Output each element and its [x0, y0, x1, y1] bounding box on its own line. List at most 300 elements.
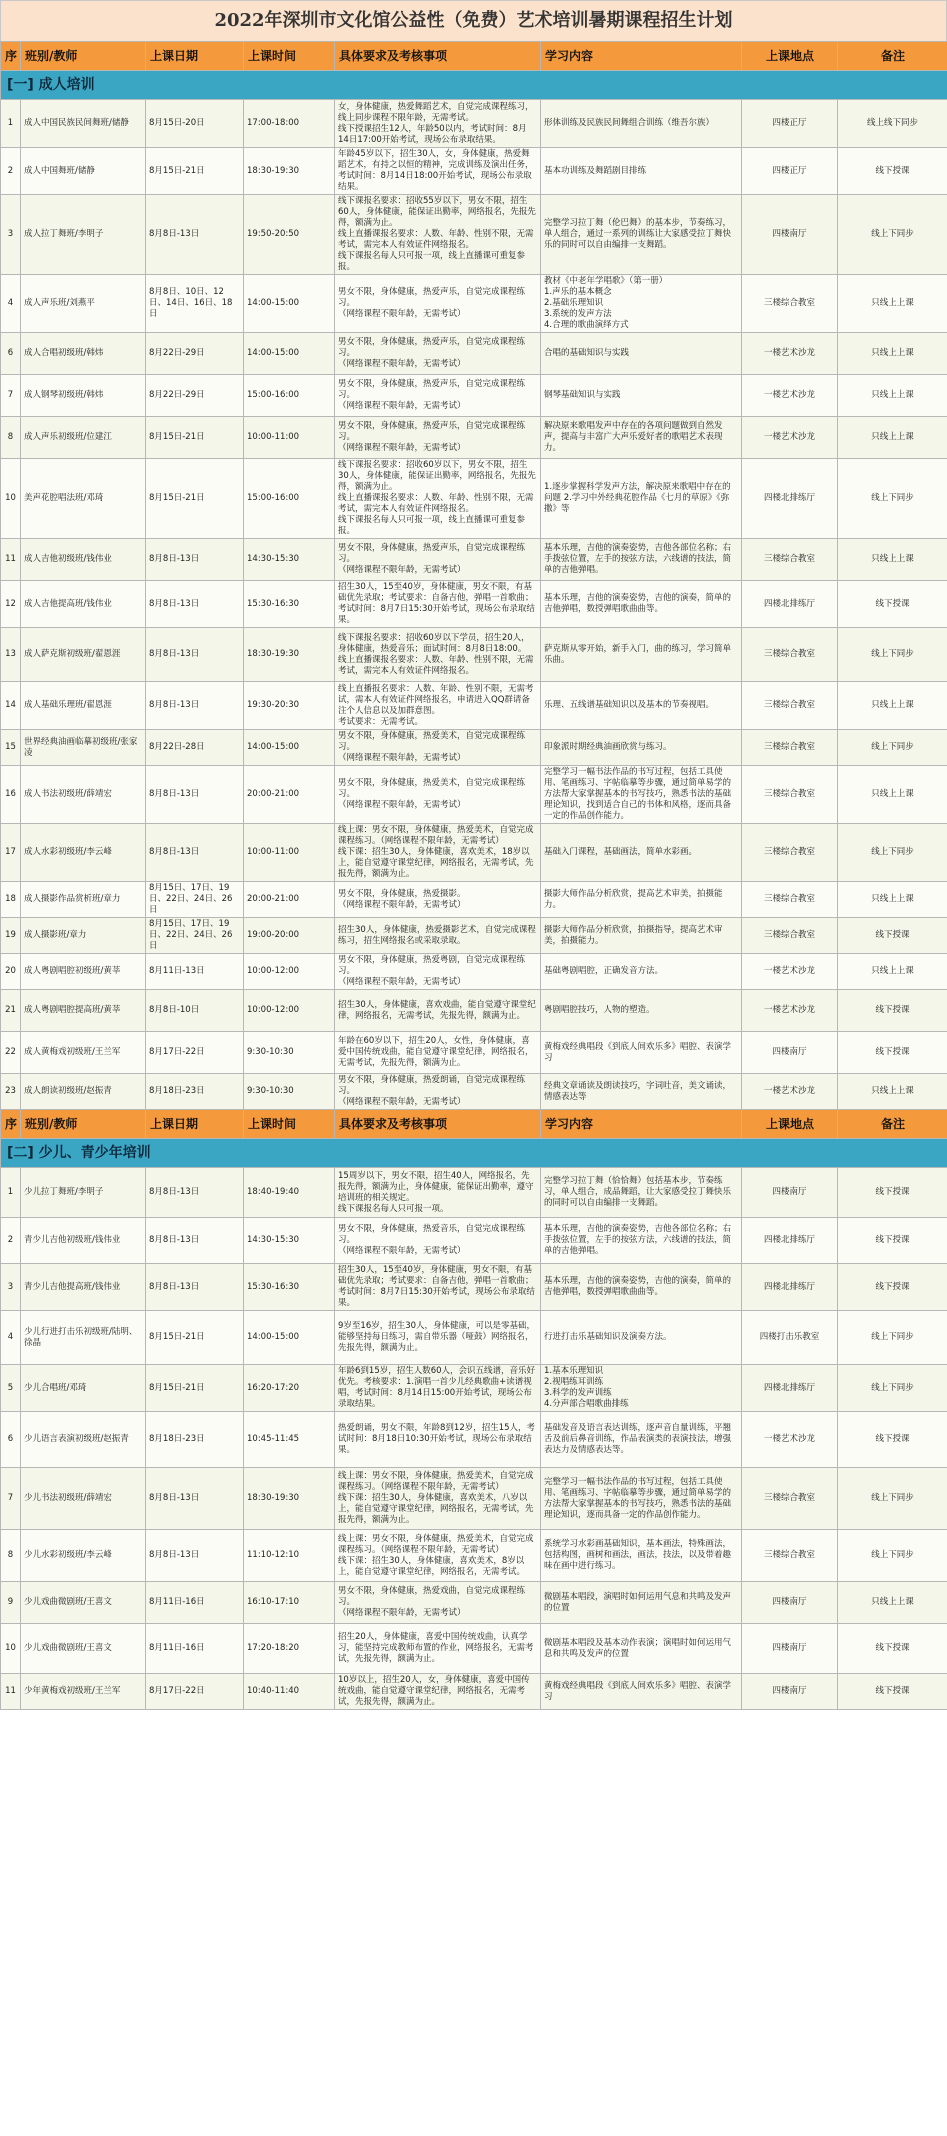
cell-requirements: 热爱朗诵，男女不限，年龄8到12岁，招生15人，考试时间：8月18日10:30开始考试，现场公布录取结果。 — [338, 1423, 536, 1455]
cell-row-number — [1, 1624, 21, 1674]
cell-row-number — [1, 100, 21, 148]
cell-requirements — [335, 990, 541, 1032]
cell-requirements — [335, 1168, 541, 1218]
table-row — [1, 1412, 947, 1468]
cell-learning-content — [541, 1168, 742, 1218]
cell-class-teacher — [21, 918, 146, 954]
cell-remarks — [838, 1074, 947, 1110]
cell-class-teacher — [21, 1582, 146, 1624]
cell-learning-content: 微剧基本唱段，演唱时如何运用气息和共鸣及发声的位置 — [544, 1591, 732, 1613]
cell-class-time — [244, 628, 335, 682]
cell-class-teacher — [21, 628, 146, 682]
cell-remarks: 线上下同步 — [871, 493, 914, 503]
cell-class-location — [742, 682, 838, 730]
cell-class-time — [244, 918, 335, 954]
cell-learning-content — [541, 1530, 742, 1582]
cell-class-date: 8月8日-13日 — [149, 598, 200, 609]
table-row — [1, 417, 947, 459]
page-title: 2022年深圳市文化馆公益性（免费）艺术培训暑期课程招生计划 — [0, 0, 947, 41]
cell-class-time — [244, 459, 335, 539]
cell-row-number — [1, 628, 21, 682]
cell-row-number: 3 — [7, 229, 14, 239]
cell-class-teacher: 成人摄影作品赏析班/章力 — [24, 894, 121, 904]
cell-class-location: 四楼北排练厅 — [763, 1235, 815, 1245]
cell-row-number: 4 — [7, 1332, 14, 1342]
cell-remarks — [838, 628, 947, 682]
cell-learning-content: 微剧基本唱段及基本动作表演；演唱时如何运用气息和共鸣及发声的位置 — [544, 1637, 732, 1659]
cell-class-date: 8月8日-13日 — [149, 1281, 200, 1292]
cell-row-number — [1, 1311, 21, 1365]
cell-class-time: 10:00-11:00 — [247, 432, 300, 442]
cell-row-number: 8 — [7, 432, 14, 442]
cell-remarks — [838, 954, 947, 990]
cell-remarks — [838, 1582, 947, 1624]
table-row — [1, 1674, 947, 1710]
cell-requirements — [335, 275, 541, 333]
cell-class-date: 8月8日-13日 — [149, 1187, 200, 1197]
cell-class-time: 16:10-17:10 — [247, 1597, 300, 1607]
cell-class-time: 14:30-15:30 — [247, 554, 300, 564]
cell-row-number: 15 — [5, 742, 16, 752]
cell-remarks: 只线上上课 — [871, 390, 914, 400]
table-row — [1, 990, 947, 1032]
cell-requirements — [335, 1311, 541, 1365]
cell-row-number — [1, 148, 21, 195]
cell-learning-content: 黄梅戏经典唱段《到底人间欢乐多》唱腔、表演学习 — [544, 1041, 732, 1063]
cell-class-teacher — [21, 766, 146, 824]
cell-requirements — [335, 581, 541, 628]
cell-class-time: 14:00-15:00 — [247, 348, 300, 358]
cell-requirements — [335, 1074, 541, 1110]
cell-class-time: 10:00-11:00 — [247, 847, 300, 857]
cell-class-location — [742, 1074, 838, 1110]
table-row — [1, 1311, 947, 1365]
cell-class-time: 15:00-16:00 — [247, 390, 300, 400]
cell-remarks: 线下授课 — [875, 1686, 910, 1696]
cell-remarks: 线下授课 — [875, 1281, 910, 1292]
cell-class-date: 8月8日、10日、12日、14日、16日、18日 — [149, 287, 233, 319]
cell-row-number: 20 — [5, 966, 16, 976]
cell-class-time — [244, 1032, 335, 1074]
cell-class-location — [742, 1674, 838, 1710]
table-row — [1, 100, 947, 148]
cell-class-location — [742, 1365, 838, 1412]
table-row — [1, 1582, 947, 1624]
column-header-class-time: 上课时间 — [244, 1110, 335, 1139]
cell-class-time: 14:00-15:00 — [247, 742, 300, 752]
cell-class-teacher — [21, 730, 146, 766]
cell-class-location: 三楼综合教室 — [763, 1550, 815, 1560]
cell-class-location: 三楼综合教室 — [763, 930, 815, 940]
column-header-class-date: 上课日期 — [146, 42, 244, 71]
column-header-requirements: 具体要求及考核事项 — [335, 42, 541, 71]
cell-class-date — [146, 539, 244, 581]
cell-class-location — [742, 100, 838, 148]
cell-class-date — [146, 195, 244, 275]
cell-class-teacher: 少儿书法初级班/薛靖宏 — [24, 1493, 112, 1503]
cell-learning-content — [541, 766, 742, 824]
cell-class-date — [146, 628, 244, 682]
cell-learning-content — [541, 375, 742, 417]
cell-class-location: 三楼综合教室 — [763, 700, 815, 710]
cell-row-number: 6 — [7, 348, 14, 358]
column-header-class-location: 上课地点 — [742, 42, 838, 71]
cell-class-time: 18:30-19:30 — [247, 165, 300, 176]
cell-class-location: 一楼艺术沙龙 — [763, 1005, 815, 1015]
cell-class-time — [244, 824, 335, 882]
cell-remarks — [838, 1032, 947, 1074]
cell-class-time: 10:00-12:00 — [247, 1005, 300, 1015]
cell-class-teacher: 成人基础乐理班/翟恩涯 — [24, 700, 112, 710]
cell-remarks: 线下授课 — [875, 930, 910, 940]
cell-learning-content: 合唱的基础知识与实践 — [544, 348, 630, 358]
cell-requirements: 男女不限，身体健康，热爱声乐，自觉完成课程练习。 （网络课程不限年龄，无需考试） — [338, 379, 526, 411]
cell-class-time: 11:10-12:10 — [247, 1550, 300, 1560]
cell-class-location — [742, 1624, 838, 1674]
cell-class-date: 8月15日-21日 — [149, 432, 205, 442]
cell-class-time — [244, 766, 335, 824]
table-header-row — [1, 1110, 947, 1139]
cell-row-number: 2 — [7, 165, 14, 176]
table-row — [1, 1074, 947, 1110]
cell-class-teacher — [21, 1032, 146, 1074]
cell-class-teacher: 少儿戏曲微剧班/王喜文 — [24, 1643, 112, 1653]
cell-row-number: 17 — [5, 847, 16, 857]
cell-learning-content — [541, 333, 742, 375]
cell-remarks: 线上下同步 — [871, 847, 914, 857]
cell-learning-content — [541, 100, 742, 148]
cell-requirements — [335, 148, 541, 195]
cell-class-time: 14:00-15:00 — [247, 1332, 300, 1342]
cell-class-time — [244, 1530, 335, 1582]
cell-remarks: 线上下同步 — [871, 1550, 914, 1560]
cell-class-date: 8月8日-13日 — [149, 649, 200, 659]
cell-remarks: 线上下同步 — [871, 742, 914, 752]
cell-learning-content: 粤剧唱腔技巧，人物的塑造。 — [544, 1005, 655, 1015]
cell-remarks — [838, 581, 947, 628]
cell-class-time — [244, 1582, 335, 1624]
cell-class-date — [146, 882, 244, 918]
cell-class-date — [146, 148, 244, 195]
cell-learning-content: 摄影大师作品分析欣赏，提高艺术审美，拍摄能力。 — [544, 888, 723, 910]
cell-learning-content: 基础粤剧唱腔，正确发音方法。 — [544, 966, 664, 976]
cell-class-time — [244, 882, 335, 918]
table-row — [1, 682, 947, 730]
cell-row-number: 1 — [7, 118, 14, 128]
cell-learning-content: 1.逐步掌握科学发声方法，解决原来歌唱中存在的问题 2.学习中外经典花腔作品《七月的草原》《弥撒》等 — [544, 482, 731, 514]
cell-class-teacher — [21, 1074, 146, 1110]
cell-class-time — [244, 1074, 335, 1110]
cell-learning-content: 摄影大师作品分析欣赏，拍摄指导，提高艺术审美，拍摄能力。 — [544, 924, 723, 946]
cell-class-location: 一楼艺术沙龙 — [763, 390, 815, 400]
cell-class-teacher: 成人吉他提高班/钱伟业 — [24, 598, 112, 609]
cell-class-time: 14:00-15:00 — [247, 298, 300, 308]
cell-class-time: 17:00-18:00 — [247, 118, 300, 128]
cell-class-date — [146, 766, 244, 824]
cell-class-teacher — [21, 1365, 146, 1412]
cell-class-teacher: 成人书法初级班/薛靖宏 — [24, 789, 112, 799]
table-row — [1, 1624, 947, 1674]
table-row — [1, 148, 947, 195]
cell-remarks: 线下授课 — [875, 1047, 910, 1057]
cell-class-teacher: 成人水彩初级班/李云峰 — [24, 847, 112, 857]
cell-class-location: 三楼综合教室 — [763, 554, 815, 564]
cell-class-time — [244, 148, 335, 195]
cell-class-date — [146, 375, 244, 417]
table-row — [1, 628, 947, 682]
cell-requirements: 男女不限，身体健康，热爱声乐，自觉完成课程练习。 （网络课程不限年龄，无需考试） — [338, 337, 526, 369]
cell-class-location — [742, 628, 838, 682]
cell-row-number: 6 — [7, 1434, 14, 1444]
cell-class-date — [146, 1218, 244, 1264]
cell-requirements: 男女不限，身体健康，热爱声乐，自觉完成课程练习。 （网络课程不限年龄，无需考试） — [338, 287, 526, 319]
cell-requirements: 线上课：男女不限，身体健康，热爱美术，自觉完成课程练习。（网络课程不限年龄，无需考试） 线下课：招生30人，身体健康，喜欢美术，8岁以上，能自觉遵守课堂纪律，网络报名，无需考试。 — [338, 1533, 534, 1577]
cell-requirements — [335, 195, 541, 275]
cell-remarks: 线上下同步 — [871, 229, 914, 239]
cell-class-date: 8月22日-29日 — [149, 348, 205, 358]
cell-row-number — [1, 195, 21, 275]
cell-learning-content: 基本乐理，吉他的演奏姿势，吉他各部位名称；右手拨弦位置，左手的按弦方法，六线谱的技法，简单的吉他弹唱。 — [544, 543, 732, 575]
cell-class-time — [244, 1218, 335, 1264]
cell-row-number: 7 — [7, 1493, 14, 1503]
cell-class-date — [146, 459, 244, 539]
cell-learning-content — [541, 459, 742, 539]
cell-remarks: 只线上上课 — [871, 348, 914, 358]
cell-class-teacher: 少儿合唱班/邓琦 — [24, 1382, 87, 1393]
cell-class-teacher — [21, 581, 146, 628]
cell-learning-content — [541, 954, 742, 990]
cell-remarks: 只线上上课 — [871, 966, 914, 976]
cell-learning-content: 钢琴基础知识与实践 — [544, 390, 621, 400]
cell-remarks — [838, 1674, 947, 1710]
cell-requirements: 线上课：男女不限，身体健康，热爱美术，自觉完成课程练习。（网络课程不限年龄，无需考试） 线下课：招生30人，身体健康，喜欢美术，18岁以上，能自觉遵守课堂纪律，网络报名，无需考试，先报先得，额满为止。 — [338, 825, 534, 879]
cell-requirements: 招生30人，身体健康，喜欢戏曲，能自觉遵守课堂纪律，网络报名，无需考试，先报先得，额满为止。 — [338, 999, 536, 1021]
cell-row-number: 9 — [7, 1597, 14, 1607]
cell-learning-content — [541, 539, 742, 581]
cell-class-time — [244, 1674, 335, 1710]
cell-learning-content — [541, 195, 742, 275]
cell-class-teacher — [21, 459, 146, 539]
cell-row-number — [1, 417, 21, 459]
cell-row-number: 8 — [7, 1550, 14, 1560]
cell-learning-content: 1.基本乐理知识 2.视唱练耳训练 3.科学的发声训练 4.分声部合唱歌曲排练 — [544, 1366, 629, 1409]
cell-remarks: 线上下同步 — [871, 1332, 914, 1342]
cell-class-date — [146, 417, 244, 459]
cell-class-date — [146, 275, 244, 333]
cell-class-location: 一楼艺术沙龙 — [763, 348, 815, 358]
cell-row-number: 21 — [5, 1005, 16, 1015]
cell-class-date — [146, 1032, 244, 1074]
cell-row-number: 12 — [5, 598, 16, 609]
cell-class-location: 四楼南厅 — [772, 1686, 807, 1696]
column-header-class-location: 上课地点 — [742, 1110, 838, 1139]
cell-requirements — [335, 766, 541, 824]
cell-requirements: 招生20人，身体健康，喜爱中国传统戏曲，认真学习，能坚持完成教师布置的作业，网络报名，无需考试，先报先得，额满为止。 — [338, 1632, 534, 1664]
cell-requirements: 线下课报名要求：招收60岁以下，男女不限，招生30人，身体健康，能保证出勤率，网络报名，先报先得，额满为止。 线上直播课报名要求：人数、年龄、性别不限，无需考试，需完本人有效证件网络报名。 线下课报名每人只可报一项，线上直播课可重复参报。 — [338, 460, 536, 536]
cell-class-time: 18:40-19:40 — [247, 1187, 300, 1197]
cell-class-date — [146, 1468, 244, 1530]
cell-requirements: 年龄在60岁以下，招生20人，女性，身体健康，喜爱中国传统戏曲，能自觉遵守课堂纪律，网络报名，无需考试，先报先得，额满为止。 — [338, 1036, 534, 1068]
cell-class-location — [742, 375, 838, 417]
cell-class-location: 一楼艺术沙龙 — [763, 1086, 815, 1096]
cell-row-number: 5 — [7, 1382, 14, 1393]
cell-class-time: 9:30-10:30 — [247, 1086, 294, 1096]
cell-class-teacher: 成人声乐初级班/位建江 — [24, 432, 112, 442]
cell-class-location — [742, 1530, 838, 1582]
cell-row-number — [1, 990, 21, 1032]
cell-class-time — [244, 730, 335, 766]
cell-class-teacher — [21, 1530, 146, 1582]
cell-class-date — [146, 918, 244, 954]
cell-learning-content — [541, 1074, 742, 1110]
cell-row-number — [1, 1530, 21, 1582]
column-header-class-date: 上课日期 — [146, 1110, 244, 1139]
cell-learning-content — [541, 1674, 742, 1710]
cell-remarks: 线上线下同步 — [866, 118, 918, 128]
cell-class-teacher — [21, 1218, 146, 1264]
cell-learning-content: 教材《中老年学唱歌》（第一册） 1.声乐的基本概念 2.基础乐理知识 3.系统的发声方法 4.合理的歌曲演绎方式 — [544, 276, 668, 330]
cell-class-date: 8月8日-13日 — [149, 700, 200, 710]
cell-class-date — [146, 990, 244, 1032]
section-title: [二] 少儿、青少年培训 — [1, 1139, 947, 1168]
cell-remarks: 线下授课 — [875, 598, 910, 609]
cell-remarks: 线上下同步 — [871, 649, 914, 659]
cell-requirements: 线上课：男女不限，身体健康，热爱美术，自觉完成课程练习。（网络课程不限年龄，无需考试） 线下课：招生30人，身体健康，喜欢美术，八岁以上，能自觉遵守课堂纪律，网络报名，无需考试，先报先得，额满为止。 — [338, 1471, 534, 1525]
table-row — [1, 581, 947, 628]
cell-remarks — [838, 1624, 947, 1674]
cell-class-date — [146, 1530, 244, 1582]
cell-learning-content — [541, 1582, 742, 1624]
cell-class-location: 四楼正厅 — [772, 118, 807, 128]
table-row — [1, 333, 947, 375]
column-header-remarks: 备注 — [838, 1110, 947, 1139]
cell-remarks — [838, 1365, 947, 1412]
cell-row-number — [1, 581, 21, 628]
cell-class-teacher — [21, 954, 146, 990]
cell-requirements: 线上直播报名要求：人数、年龄、性别不限，无需考试，需本人有效证件网络报名，申请进入QQ群请备注个人信息以及加群意图。 考试要求：无需考试。 — [338, 683, 534, 727]
cell-class-location — [742, 195, 838, 275]
cell-requirements — [335, 1468, 541, 1530]
cell-row-number — [1, 1365, 21, 1412]
cell-remarks — [838, 417, 947, 459]
cell-row-number: 13 — [5, 649, 16, 659]
table-row — [1, 275, 947, 333]
table-row — [1, 375, 947, 417]
cell-requirements: 男女不限，身体健康，热爱戏曲，自觉完成课程练习。 （网络课程不限年龄，无需考试） — [338, 1586, 526, 1618]
table-header-row — [1, 42, 947, 71]
cell-class-date — [146, 1674, 244, 1710]
cell-requirements: 男女不限，身体健康，热爱美术，自觉完成课程练习。 （网络课程不限年龄，无需考试） — [338, 731, 526, 763]
cell-class-teacher — [21, 682, 146, 730]
cell-row-number — [1, 1674, 21, 1710]
cell-class-date: 8月11日-13日 — [149, 966, 205, 976]
cell-class-date — [146, 1582, 244, 1624]
cell-class-date — [146, 954, 244, 990]
cell-class-time — [244, 1311, 335, 1365]
cell-requirements: 男女不限，身体健康，热爱美术，自觉完成课程练习。 （网络课程不限年龄，无需考试） — [338, 778, 526, 810]
cell-learning-content: 基本乐理，吉他的演奏姿势，吉他的演奏，简单的吉他弹唱，数授弹唱歌曲曲等。 — [544, 593, 732, 614]
cell-class-date — [146, 1365, 244, 1412]
cell-learning-content — [541, 1311, 742, 1365]
cell-class-teacher: 成人声乐班/刘燕平 — [24, 298, 95, 308]
cell-class-location: 三楼综合教室 — [763, 1493, 815, 1503]
cell-class-time: 15:30-16:30 — [247, 1281, 300, 1292]
table-row — [1, 539, 947, 581]
cell-requirements — [335, 882, 541, 918]
cell-requirements — [335, 1624, 541, 1674]
cell-row-number — [1, 1264, 21, 1311]
cell-requirements: 男女不限，身体健康，热爱音乐，自觉完成课程练习。 （网络课程不限年龄，无需考试） — [338, 1224, 526, 1256]
cell-class-date — [146, 581, 244, 628]
cell-class-teacher: 少儿水彩初级班/李云峰 — [24, 1550, 112, 1560]
table-row — [1, 459, 947, 539]
cell-class-date: 8月15日、17日、19日、22日、24日、26日 — [149, 919, 233, 951]
cell-class-teacher: 成人摄影班/章力 — [24, 930, 87, 940]
cell-remarks — [838, 824, 947, 882]
cell-class-time — [244, 375, 335, 417]
cell-row-number: 10 — [5, 1643, 16, 1653]
cell-class-location: 三楼综合教室 — [763, 894, 815, 904]
cell-learning-content: 系统学习水彩画基础知识，基本画法，特殊画法，包括构图，画树和画法，画法，技法，以及带着趣味在画中进行练习。 — [544, 1539, 732, 1571]
table-row — [1, 766, 947, 824]
cell-class-teacher: 成人中国舞班/储静 — [24, 165, 95, 176]
cell-class-teacher: 少儿戏曲微剧班/王喜文 — [24, 1597, 112, 1607]
cell-class-date: 8月11日-16日 — [149, 1597, 205, 1607]
cell-class-date: 8月22日-28日 — [149, 742, 205, 752]
cell-requirements: 招生30人，15至40岁，身体健康，男女不限，有基础优先录取；考试要求：自备吉他，弹唱一首歌曲；考试时间：8月7日15:30开始考试，现场公布录取结果。 — [338, 1265, 535, 1308]
cell-learning-content: 基础入门课程，基础画法，简单水彩画。 — [544, 847, 698, 857]
cell-class-location: 四楼南厅 — [772, 1597, 807, 1607]
cell-class-time: 15:00-16:00 — [247, 493, 300, 503]
cell-learning-content: 黄梅戏经典唱段《到底人间欢乐多》唱腔、表演学习 — [544, 1680, 732, 1702]
cell-class-location: 四楼打击乐教室 — [759, 1332, 820, 1342]
cell-remarks: 只线上上课 — [871, 789, 914, 799]
cell-class-teacher — [21, 990, 146, 1032]
cell-class-location: 三楼综合教室 — [763, 649, 815, 659]
cell-learning-content: 行进打击乐基础知识及演奏方法。 — [544, 1332, 672, 1342]
cell-class-location — [742, 539, 838, 581]
cell-requirements: 男女不限，身体健康，热爱声乐，自觉完成课程练习。 （网络课程不限年龄，无需考试） — [338, 421, 526, 453]
column-header-requirements: 具体要求及考核事项 — [335, 1110, 541, 1139]
cell-remarks: 只线上上课 — [871, 554, 914, 564]
cell-learning-content — [541, 1412, 742, 1468]
cell-class-time — [244, 333, 335, 375]
cell-class-date — [146, 1074, 244, 1110]
cell-learning-content: 经典文章诵读及朗读技巧，字词吐音，美文诵读，情感表达等 — [544, 1080, 732, 1102]
cell-requirements — [335, 730, 541, 766]
cell-requirements: 线下课报名要求：招收60岁以下学员，招生20人，身体健康，热爱音乐；面试时间：8月8日18:00。 线上直播课报名要求：人数、年龄、性别不限，无需考试，需完本人有效证件网络报名。 — [338, 632, 534, 676]
cell-requirements — [335, 1264, 541, 1311]
cell-class-teacher: 美声花腔唱法班/邓琦 — [24, 493, 104, 503]
cell-class-date: 8月18日-23日 — [149, 1434, 205, 1444]
cell-class-location: 三楼综合教室 — [763, 742, 815, 752]
cell-class-time — [244, 1624, 335, 1674]
cell-remarks — [838, 730, 947, 766]
cell-class-location — [742, 1032, 838, 1074]
cell-class-location — [742, 882, 838, 918]
cell-class-teacher — [21, 100, 146, 148]
cell-row-number — [1, 824, 21, 882]
cell-class-teacher — [21, 1624, 146, 1674]
cell-class-time — [244, 275, 335, 333]
cell-class-time: 17:20-18:20 — [247, 1643, 300, 1653]
cell-class-location — [742, 1468, 838, 1530]
column-header-remarks: 备注 — [838, 42, 947, 71]
cell-learning-content: 基本功训练及舞蹈剧目排练 — [544, 165, 647, 176]
cell-remarks — [838, 882, 947, 918]
cell-class-teacher: 青少儿吉他初级班/钱伟业 — [24, 1235, 121, 1245]
cell-learning-content — [541, 628, 742, 682]
